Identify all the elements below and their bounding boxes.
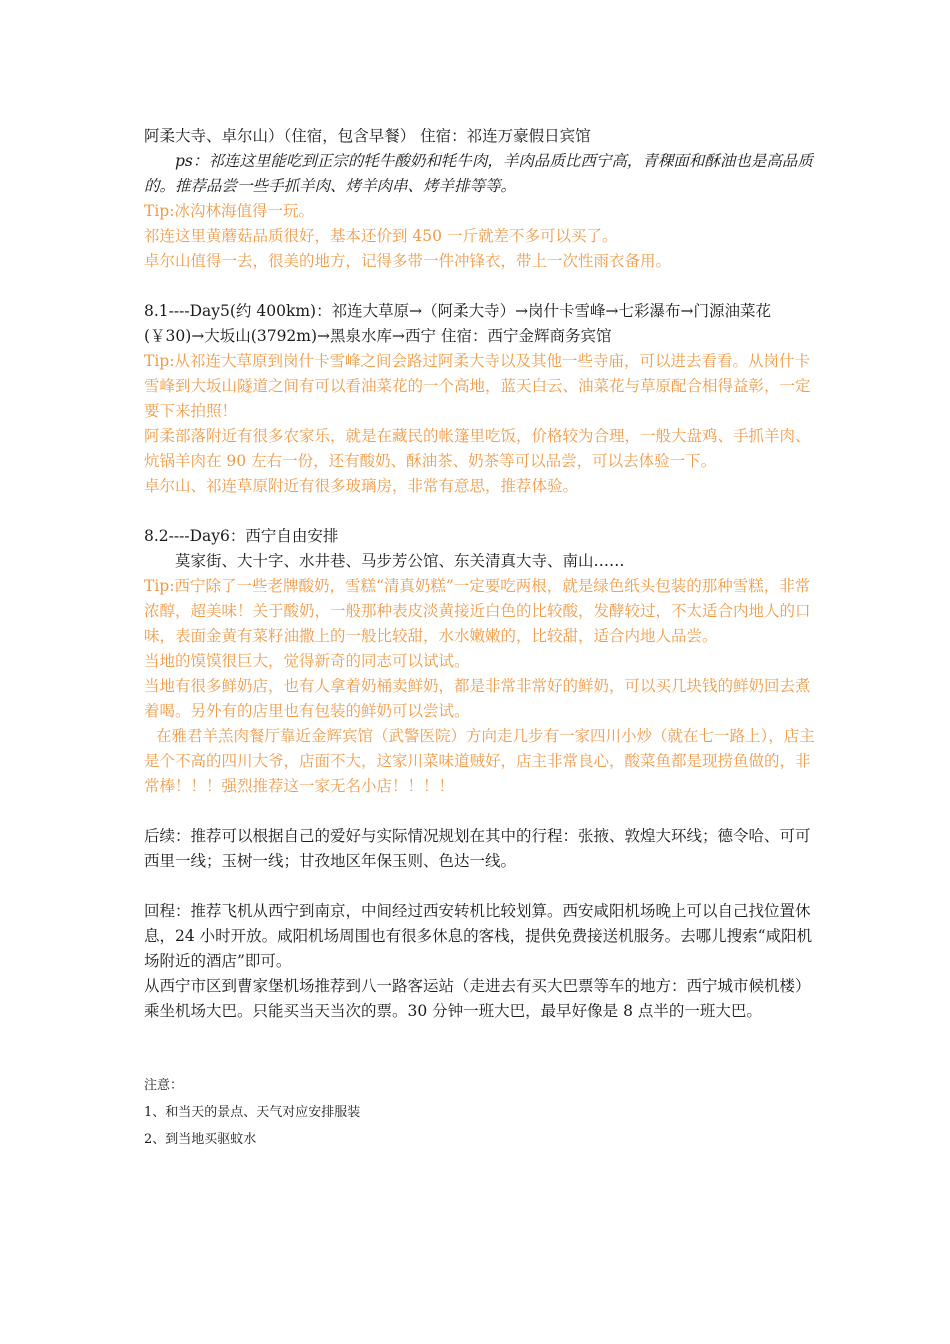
day4-ps-note: ps：祁连这里能吃到正宗的牦牛酸奶和牦牛肉，羊肉品质比西宁高，青稞面和酥油也是高品质的。推荐品尝一些手抓羊肉、烤羊肉串、烤羊排等等。 xyxy=(144,152,813,195)
day4-route-line: 阿柔大寺、卓尔山）（住宿，包含早餐） 住宿：祁连万豪假日宾馆 xyxy=(144,127,591,145)
day4-tip-1: Tip:冰沟林海值得一玩。 xyxy=(144,202,314,220)
return-bus-paragraph: 从西宁市区到曹家堡机场推荐到八一路客运站（走进去有买大巴票等车的地方：西宁城市候机楼）乘坐机场大巴。只能买当天当次的票。30 分钟一班大巴，最早好像是 8 点半的一班大巴。 xyxy=(144,977,811,1020)
day6-tip-2: 当地的馍馍很巨大，觉得新奇的同志可以试试。 xyxy=(144,652,470,670)
notes-item-2: 2、到当地买驱蚊水 xyxy=(144,1132,257,1147)
spacer xyxy=(144,499,824,524)
day6-tip-1: Tip:西宁除了一些老牌酸奶，雪糕“清真奶糕”一定要吃两根，就是绿色纸头包装的那种雪糕，非常浓醇，超美味！关于酸奶，一般那种表皮淡黄接近白色的比较酸，发酵较过，不太适合内地人的口味，表面金黄有菜籽油撒上的一般比较甜，水水嫩嫩的，比较甜，适合内地人品尝。 xyxy=(144,577,811,645)
spacer xyxy=(144,874,824,899)
notes-title: 注意： xyxy=(144,1078,184,1093)
spacer xyxy=(144,799,824,824)
followup-paragraph: 后续：推荐可以根据自己的爱好与实际情况规划在其中的行程：张掖、敦煌大环线；德令哈、可可西里一线；玉树一线；甘孜地区年保玉则、色达一线。 xyxy=(144,827,811,870)
document-page xyxy=(144,124,824,1153)
spacer xyxy=(144,1024,824,1072)
day5-tip-2: 阿柔部落附近有很多农家乐，就是在藏民的帐篷里吃饭，价格较为合理，一般大盘鸡、手抓羊肉、炕锅羊肉在 90 左右一份，还有酸奶、酥油茶、奶茶等可以品尝，可以去体验一下。 xyxy=(144,427,811,470)
day5-route: 8.1----Day5(约 400km)：祁连大草原→（阿柔大寺）→岗什卡雪峰→七彩瀑布→门源油菜花(￥30)→大坂山(3792m)→黑泉水库→西宁 住宿：西宁金辉商务宾馆 xyxy=(144,302,772,345)
day6-restaurant-tip: 在雅君羊羔肉餐厅靠近金辉宾馆（武警医院）方向走几步有一家四川小炒（就在七一路上），店主是个不高的四川大爷，店面不大，这家川菜味道贼好，店主非常良心，酸菜鱼都是现捞鱼做的，非常棒！！！强烈推荐这一家无名小店！！！！ xyxy=(144,727,815,795)
day5-tip-3: 卓尔山、祁连草原附近有很多玻璃房，非常有意思，推荐体验。 xyxy=(144,477,579,495)
spacer xyxy=(144,274,824,299)
day6-tip-3: 当地有很多鲜奶店，也有人拿着奶桶卖鲜奶，都是非常非常好的鲜奶，可以买几块钱的鲜奶回去煮着喝。另外有的店里也有包装的鲜奶可以尝试。 xyxy=(144,677,811,720)
day6-route: 8.2----Day6：西宁自由安排 xyxy=(144,527,339,545)
day4-tip-3: 卓尔山值得一去，很美的地方，记得多带一件冲锋衣，带上一次性雨衣备用。 xyxy=(144,252,672,270)
return-flight-paragraph: 回程：推荐飞机从西宁到南京，中间经过西安转机比较划算。西安咸阳机场晚上可以自己找位置休息，24 小时开放。咸阳机场周围也有很多休息的客栈，提供免费接送机服务。去哪儿搜索“咸阳机场附近的酒店”即可。 xyxy=(144,902,813,970)
day6-spots: 莫家街、大十字、水井巷、马步芳公馆、东关清真大寺、南山…… xyxy=(175,552,625,570)
day4-tip-2: 祁连这里黄蘑菇品质很好，基本还价到 450 一斤就差不多可以买了。 xyxy=(144,227,618,245)
day5-tip-1: Tip:从祁连大草原到岗什卡雪峰之间会路过阿柔大寺以及其他一些寺庙，可以进去看看。从岗什卡雪峰到大坂山隧道之间有可以看油菜花的一个高地，蓝天白云、油菜花与草原配合相得益彰，一定要下来拍照！ xyxy=(144,352,811,420)
notes-item-1: 1、和当天的景点、天气对应安排服装 xyxy=(144,1105,361,1120)
